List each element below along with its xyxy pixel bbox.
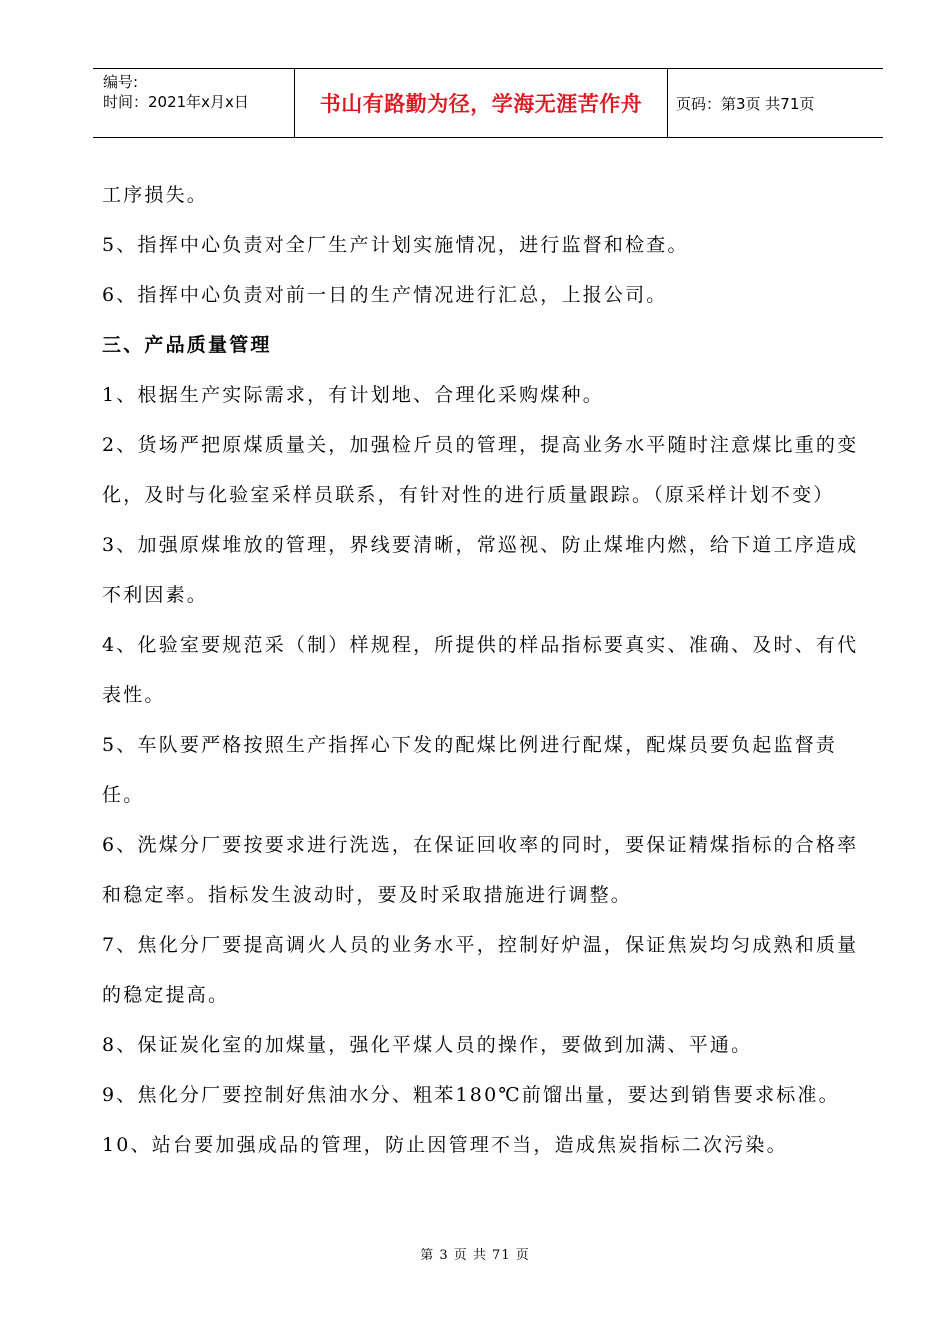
paragraph: 2、货场严把原煤质量关，加强检斤员的管理，提高业务水平随时注意煤比重的变化，及时与化验室采样员联系，有针对性的进行质量跟踪。（原采样计划不变） xyxy=(102,434,859,506)
section-heading: 三、产品质量管理 xyxy=(102,334,272,356)
paragraph: 10、站台要加强成品的管理，防止因管理不当，造成焦炭指标二次污染。 xyxy=(102,1134,788,1156)
paragraph: 7、焦化分厂要提高调火人员的业务水平，控制好炉温，保证焦炭均匀成熟和质量的稳定提高。 xyxy=(102,934,859,1006)
paragraph: 工序损失。 xyxy=(102,184,209,206)
paragraph: 5、车队要严格按照生产指挥心下发的配煤比例进行配煤，配煤员要负起监督责任。 xyxy=(102,734,838,806)
paragraph: 1、根据生产实际需求，有计划地、合理化采购煤种。 xyxy=(102,384,604,406)
header-page-info: 页码：第3页 共71页 xyxy=(676,94,815,113)
paragraph: 4、化验室要规范采（制）样规程，所提供的样品指标要真实、准确、及时、有代表性。 xyxy=(102,634,859,706)
header-meta xyxy=(93,69,295,137)
paragraph: 5、指挥中心负责对全厂生产计划实施情况，进行监督和检查。 xyxy=(102,234,689,256)
paragraph: 3、加强原煤堆放的管理，界线要清晰，常巡视、防止煤堆内燃，给下道工序造成不利因素。 xyxy=(102,534,859,606)
header-motto: 书山有路勤为径，学海无涯苦作舟 xyxy=(295,69,668,137)
document-body xyxy=(102,170,878,1170)
document-time-label: 时间：2021年x月x日 xyxy=(103,93,249,111)
document-number-label: 编号: xyxy=(103,73,139,91)
page-footer: 第 3 页 共 71 页 xyxy=(420,1248,530,1263)
paragraph: 8、保证炭化室的加煤量，强化平煤人员的操作，要做到加满、平通。 xyxy=(102,1034,753,1056)
paragraph: 6、洗煤分厂要按要求进行洗选，在保证回收率的同时，要保证精煤指标的合格率和稳定率。指标发生波动时，要及时采取措施进行调整。 xyxy=(102,834,859,906)
page-header xyxy=(93,68,883,138)
paragraph: 9、焦化分厂要控制好焦油水分、粗苯180℃前馏出量，要达到销售要求标准。 xyxy=(102,1084,840,1106)
paragraph: 6、指挥中心负责对前一日的生产情况进行汇总，上报公司。 xyxy=(102,284,668,306)
